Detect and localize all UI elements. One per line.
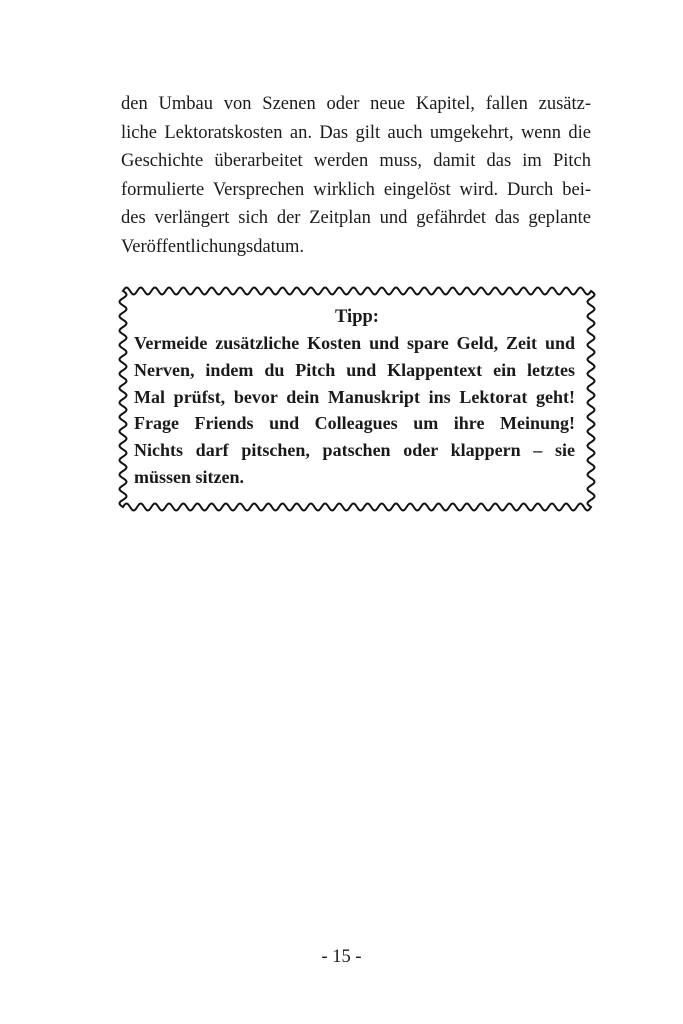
body-line: Veröffentlichungsdatum. [121,236,305,257]
tip-line: Nichts darf pitschen, patschen oder klappern – sie [134,440,575,461]
body-line: Geschichte überarbeitet werden muss, damit das im Pitch [121,151,591,172]
tip-line: Frage Friends und Colleagues um ihre Meinung! [134,413,575,434]
tip-line: Mal prüfst, bevor dein Manuskript ins Lektorat geht! [134,386,575,407]
tip-box [118,286,596,512]
body-line: des verlängert sich der Zeitplan und gefährdet das geplante [121,208,591,229]
body-paragraph [121,90,591,262]
tip-text [134,330,575,491]
tip-line: Nerven, indem du Pitch und Klappentext ein letztes [134,359,575,380]
body-line: den Umbau von Szenen oder neue Kapitel, fallen zusätz- [121,94,591,114]
body-line: liche Lektoratskosten an. Das gilt auch umgekehrt, wenn die [121,122,591,143]
tip-title: Tipp: [335,307,379,327]
body-line: formulierte Versprechen wirklich eingelöst wird. Durch bei- [121,179,591,200]
tip-line: müssen sitzen. [134,466,245,487]
tip-line: Vermeide zusätzliche Kosten und spare Geld, Zeit und [134,333,575,353]
page-number: - 15 - [321,947,362,967]
